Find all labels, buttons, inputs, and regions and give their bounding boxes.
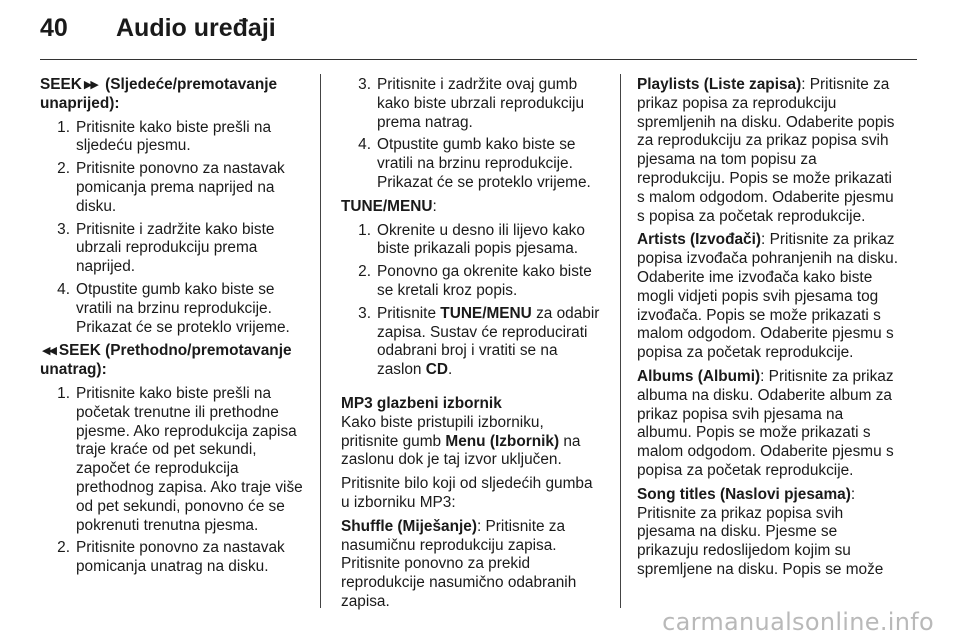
list-item: 3. Pritisnite TUNE/MENU za odabir zapisa. Sustav će reproducirati odabrani broj i vratiti se na zaslon CD. bbox=[358, 304, 600, 379]
seek-forward-heading: SEEK ▶▶ (Sljedeće/premotavanje unaprijed): bbox=[40, 76, 278, 112]
shuffle-paragraph: Shuffle (Miješanje): Pritisnite za nasumičnu reprodukciju zapisa. Pritisnite ponovno za prekid reprodukcije nasumično odabranih zapisa. bbox=[341, 517, 577, 610]
list-item: 2. Pritisnite ponovno za nastavak pomicanja unatrag na disku. bbox=[57, 539, 285, 576]
list-item: 1. Okrenite u desno ili lijevo kako biste prikazali popis pjesama. bbox=[358, 221, 585, 258]
list-item: 1. Pritisnite kako biste prešli na sljedeću pjesmu. bbox=[57, 118, 272, 155]
list-item: 4. Otpustite gumb kako biste se vratili na brzinu reprodukcije. Prikazat će se proteklo vrijeme. bbox=[57, 280, 290, 336]
song-titles-paragraph: Song titles (Naslovi pjesama): Pritisnite za prikaz popisa svih pjesama na disku. Pjesme se prikazuju redoslijedom kojim su spremljene na disku. Popis se može bbox=[637, 485, 884, 578]
playlists-paragraph: Playlists (Liste zapisa): Pritisnite za prikaz popisa za reprodukciju spremljenih na disku. Odaberite popis za reprodukciju za prikaz popisa svih pjesama na tom popisu za reprodukciju. Popis se može prikazati s malom odgodom. Odaberite pjesmu s popisa za početak reprodukcije. bbox=[637, 76, 895, 225]
page-header bbox=[40, 14, 276, 54]
mp3-intro-paragraph: Kako biste pristupili izborniku, pritisnite gumb Menu (Izbornik) na zaslonu dok je taj izvor uključen. bbox=[341, 413, 581, 469]
seek-back-steps bbox=[40, 385, 306, 577]
list-item: 2. Ponovno ga okrenite kako biste se kretali kroz popis. bbox=[358, 263, 592, 299]
column-1 bbox=[40, 76, 306, 582]
column-divider-1 bbox=[320, 74, 321, 608]
list-item: 3. Pritisnite i zadržite ovaj gumb kako biste ubrzali reprodukciju prema natrag. bbox=[358, 76, 585, 131]
fast-forward-icon: ▶▶ bbox=[83, 79, 97, 91]
page-number: 40 bbox=[40, 14, 68, 42]
page-title: Audio uređaji bbox=[116, 14, 276, 42]
mp3-menu-heading: MP3 glazbeni izbornik bbox=[341, 394, 502, 412]
header-divider bbox=[40, 59, 917, 60]
tune-menu-heading: TUNE/MENU: bbox=[341, 197, 437, 215]
column-divider-2 bbox=[620, 74, 621, 608]
tune-menu-steps bbox=[341, 222, 605, 380]
list-item: 2. Pritisnite ponovno za nastavak pomicanja prema naprijed na disku. bbox=[57, 160, 285, 215]
column-2 bbox=[341, 76, 605, 617]
artists-paragraph: Artists (Izvođači): Pritisnite za prikaz popisa izvođača pohranjenih na disku. Odaberite ime izvođača kako biste mogli vidjeti popis svih pjesama tog izvođača. Popis se može prikazati s malom odgodom. Odaberite pjesmu s popisa za početak reprodukcije. bbox=[637, 231, 898, 362]
list-item: 3. Pritisnite i zadržite kako biste ubrzali reprodukciju prema naprijed. bbox=[57, 220, 275, 276]
seek-forward-steps bbox=[40, 119, 306, 338]
watermark-text: carmanualsonline.info bbox=[662, 608, 934, 636]
seek-back-steps-continued bbox=[341, 76, 605, 193]
mp3-buttons-paragraph: Pritisnite bilo koji od sljedećih gumba u izborniku MP3: bbox=[341, 475, 593, 511]
list-item: 1. Pritisnite kako biste prešli na početak trenutne ili prethodne pjesme. Ako reprodukcija zapisa traje kraće od pet sekundi, započet će reprodukcija prethodnog zapisa. Ako traje više od pet sekundi, ponovno će se pokrenuti trenutna pjesma. bbox=[57, 384, 303, 534]
list-item: 4. Otpustite gumb kako biste se vratili na brzinu reprodukcije. Prikazat će se proteklo vrijeme. bbox=[358, 136, 591, 191]
seek-back-heading: ◀◀ SEEK (Prethodno/premotavanje unatrag): bbox=[40, 342, 292, 379]
albums-paragraph: Albums (Albumi): Pritisnite za prikaz albuma na disku. Odaberite album za prikaz popisa svih pjesama na albumu. Popis se može prikazati s malom odgodom. Odaberite pjesmu s popisa za početak reprodukcije. bbox=[637, 367, 894, 479]
column-3 bbox=[637, 76, 901, 585]
rewind-icon: ◀◀ bbox=[42, 345, 55, 358]
